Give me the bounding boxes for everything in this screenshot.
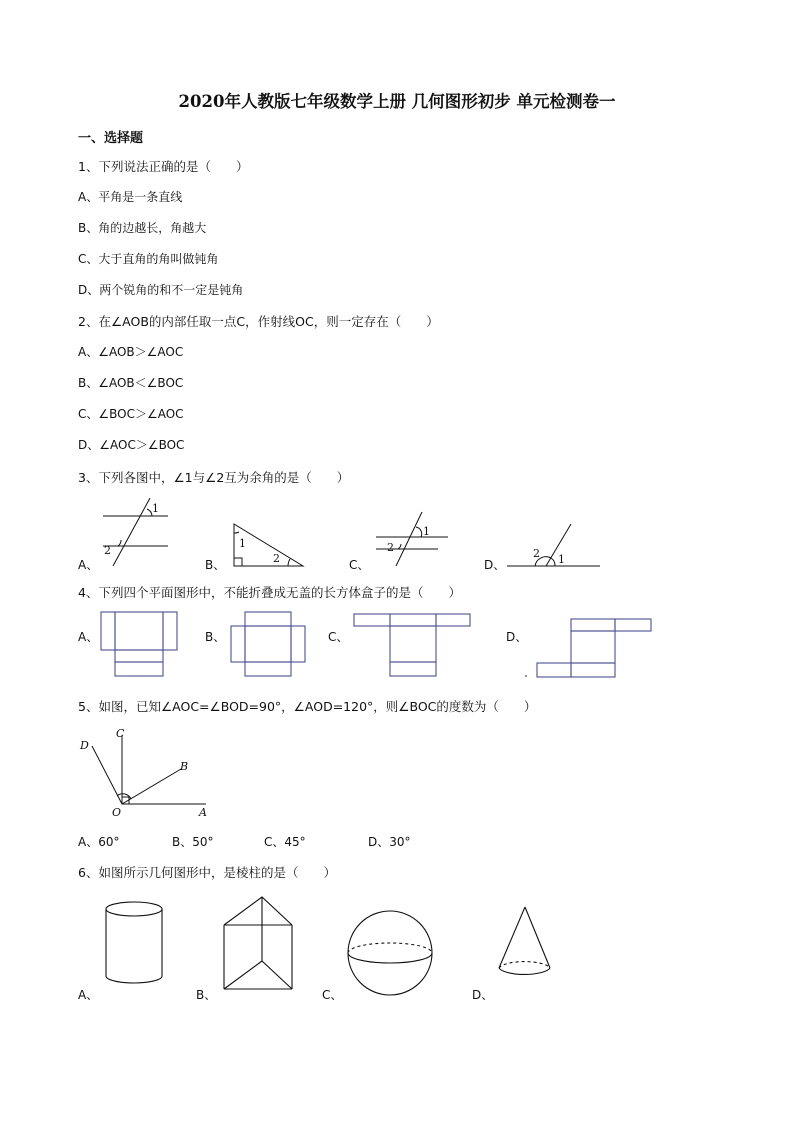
q5-point-d: D (80, 739, 89, 752)
question-2-option-c: C、∠BOC＞∠AOC (78, 407, 184, 421)
q3d-angle-2-label: 2 (533, 547, 540, 560)
question-3-label-a: A、 (78, 558, 99, 572)
question-6-label-b: B、 (196, 988, 217, 1002)
q3b-angle-1-label: 1 (239, 537, 246, 550)
question-4-label-b: B、 (205, 630, 226, 644)
q5-point-o: O (112, 806, 122, 819)
q3a-angle-1-label: 1 (152, 502, 159, 515)
question-6-label-c: C、 (322, 988, 343, 1002)
q3c-angle-2-label: 2 (387, 541, 394, 554)
question-4-label-a: A、 (78, 630, 99, 644)
question-1-option-d: D、两个锐角的和不一定是钝角 (78, 283, 244, 297)
q5-point-a: A (199, 806, 207, 819)
q3d-angle-1-label: 1 (558, 553, 565, 566)
question-3-label-d: D、 (484, 558, 506, 572)
q5-point-b: B (180, 760, 189, 773)
question-2-option-a: A、∠AOB＞∠AOC (78, 345, 184, 359)
question-2-option-d: D、∠AOC＞∠BOC (78, 438, 185, 452)
q3a-angle-2-label: 2 (104, 544, 111, 557)
question-1-option-a: A、平角是一条直线 (78, 190, 183, 204)
question-5-option-b: B、50° (172, 835, 214, 849)
question-6-label-a: A、 (78, 988, 99, 1002)
question-3-label-b: B、 (205, 558, 226, 572)
question-6-label-d: D、 (472, 988, 494, 1002)
question-1-stem: 1、下列说法正确的是（ ） (78, 159, 249, 174)
question-5-option-a: A、60° (78, 835, 120, 849)
q6-prism (224, 897, 292, 989)
question-3-stem: 3、下列各图中，∠1与∠2互为余角的是（ ） (78, 470, 350, 485)
section-heading: 一、选择题 (78, 131, 144, 146)
question-4-label-c: C、 (328, 630, 349, 644)
question-1-option-c: C、大于直角的角叫做钝角 (78, 252, 219, 266)
question-3-label-c: C、 (349, 558, 370, 572)
q6-cone (499, 907, 550, 974)
question-4-label-d: D、 (506, 630, 528, 644)
q3b-angle-2-label: 2 (273, 552, 280, 565)
question-5-option-d: D、30° (368, 835, 411, 849)
q5-point-c: C (116, 727, 125, 740)
q3c-angle-1-label: 1 (423, 525, 430, 538)
question-2-option-b: B、∠AOB＜∠BOC (78, 376, 184, 390)
question-2-stem: 2、在∠AOB的内部任取一点C，作射线OC，则一定存在（ ） (78, 314, 439, 329)
question-5-stem: 5、如图，已知∠AOC=∠BOD=90°，∠AOD=120°，则∠BOC的度数为（ ） (78, 699, 537, 714)
question-1-option-b: B、角的边越长，角越大 (78, 221, 207, 235)
q6-cylinder (106, 902, 162, 983)
question-4-stem: 4、下列四个平面图形中，不能折叠成无盖的长方体盒子的是（ ） (78, 585, 461, 600)
q6-sphere (348, 911, 432, 995)
question-6-stem: 6、如图所示几何图形中，是棱柱的是（ ） (78, 865, 336, 880)
question-5-option-c: C、45° (264, 835, 306, 849)
page-title: 2020年人教版七年级数学上册 几何图形初步 单元检测卷一 (178, 92, 616, 111)
